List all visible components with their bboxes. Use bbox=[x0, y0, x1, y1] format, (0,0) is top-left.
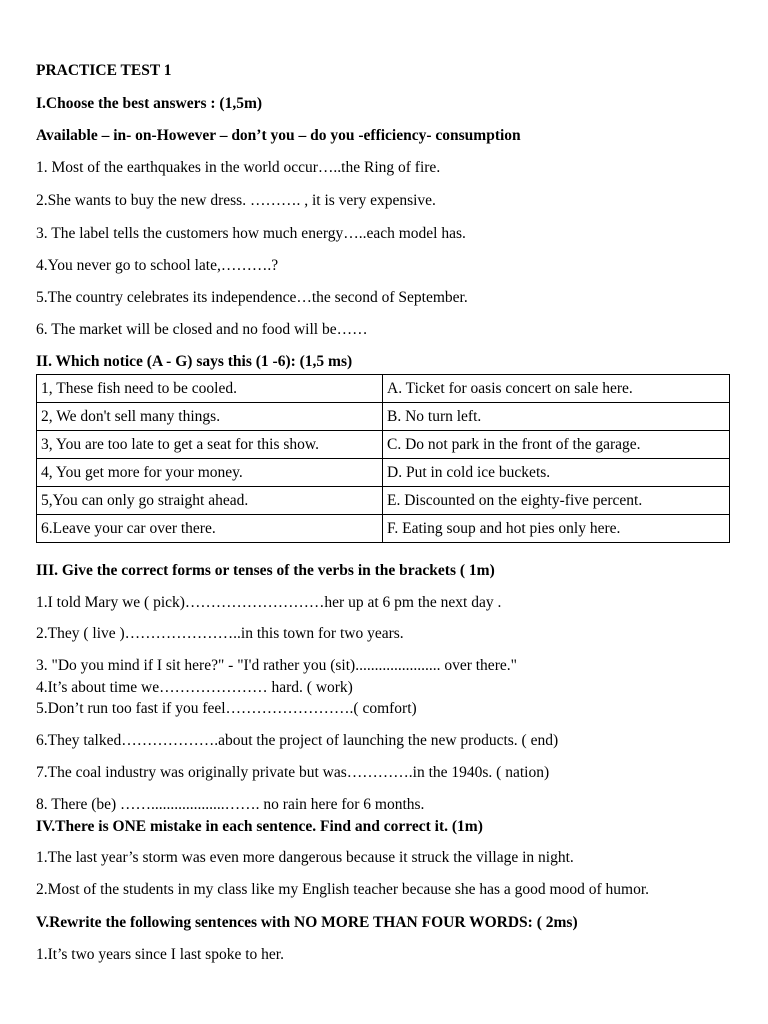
notice-cell: B. No turn left. bbox=[383, 403, 730, 431]
page-title: PRACTICE TEST 1 bbox=[36, 62, 172, 79]
question-3-6: 6.They talked……………….about the project of launching the new products. ( end) bbox=[36, 732, 559, 749]
table-row bbox=[37, 459, 730, 487]
notice-cell: C. Do not park in the front of the garage. bbox=[383, 431, 730, 459]
notice-matching-table bbox=[36, 374, 730, 543]
statement-cell: 3, You are too late to get a seat for this show. bbox=[37, 431, 383, 459]
notice-cell: E. Discounted on the eighty-five percent. bbox=[383, 487, 730, 515]
question-4-2: 2.Most of the students in my class like my English teacher because she has a good mood of humor. bbox=[36, 881, 649, 898]
statement-cell: 1, These fish need to be cooled. bbox=[37, 375, 383, 403]
statement-cell: 2, We don't sell many things. bbox=[37, 403, 383, 431]
section-3-heading: III. Give the correct forms or tenses of the verbs in the brackets ( 1m) bbox=[36, 562, 495, 579]
question-1-2: 2.She wants to buy the new dress. ………. , it is very expensive. bbox=[36, 192, 436, 209]
question-3-7: 7.The coal industry was originally private but was………….in the 1940s. ( nation) bbox=[36, 764, 550, 781]
table-row bbox=[37, 431, 730, 459]
notice-cell: D. Put in cold ice buckets. bbox=[383, 459, 730, 487]
table-row bbox=[37, 487, 730, 515]
question-4-1: 1.The last year’s storm was even more dangerous because it struck the village in night. bbox=[36, 849, 574, 866]
question-3-8: 8. There (be) ……...................……. no rain here for 6 months. bbox=[36, 796, 425, 813]
question-5-1: 1.It’s two years since I last spoke to her. bbox=[36, 946, 284, 963]
section-5-heading: V.Rewrite the following sentences with NO MORE THAN FOUR WORDS: ( 2ms) bbox=[36, 914, 578, 931]
question-1-3: 3. The label tells the customers how much energy…..each model has. bbox=[36, 225, 466, 242]
table-row bbox=[37, 403, 730, 431]
section-4-heading: IV.There is ONE mistake in each sentence. Find and correct it. (1m) bbox=[36, 818, 483, 835]
section-1-heading: I.Choose the best answers : (1,5m) bbox=[36, 95, 263, 112]
question-1-5: 5.The country celebrates its independence…the second of September. bbox=[36, 289, 468, 306]
notice-cell: A. Ticket for oasis concert on sale here. bbox=[383, 375, 730, 403]
statement-cell: 4, You get more for your money. bbox=[37, 459, 383, 487]
table-row bbox=[37, 515, 730, 543]
question-3-2: 2.They ( live )…………………..in this town for two years. bbox=[36, 625, 404, 642]
statement-cell: 5,You can only go straight ahead. bbox=[37, 487, 383, 515]
word-bank: Available – in- on-However – don’t you – do you -efficiency- consumption bbox=[36, 127, 521, 144]
question-1-1: 1. Most of the earthquakes in the world occur…..the Ring of fire. bbox=[36, 159, 441, 176]
statement-cell: 6.Leave your car over there. bbox=[37, 515, 383, 543]
question-3-5: 5.Don’t run too fast if you feel…………………….( comfort) bbox=[36, 700, 417, 717]
question-3-3: 3. "Do you mind if I sit here?" - "I'd rather you (sit)...................... over there." bbox=[36, 657, 517, 674]
table-row bbox=[37, 375, 730, 403]
notice-cell: F. Eating soup and hot pies only here. bbox=[383, 515, 730, 543]
question-3-1: 1.I told Mary we ( pick)………………………her up at 6 pm the next day . bbox=[36, 594, 502, 611]
question-1-6: 6. The market will be closed and no food will be…… bbox=[36, 321, 368, 338]
question-1-4: 4.You never go to school late,……….? bbox=[36, 257, 279, 274]
question-3-4: 4.It’s about time we………………… hard. ( work) bbox=[36, 679, 353, 696]
section-2-heading: II. Which notice (A - G) says this (1 -6): (1,5 ms) bbox=[36, 353, 353, 370]
